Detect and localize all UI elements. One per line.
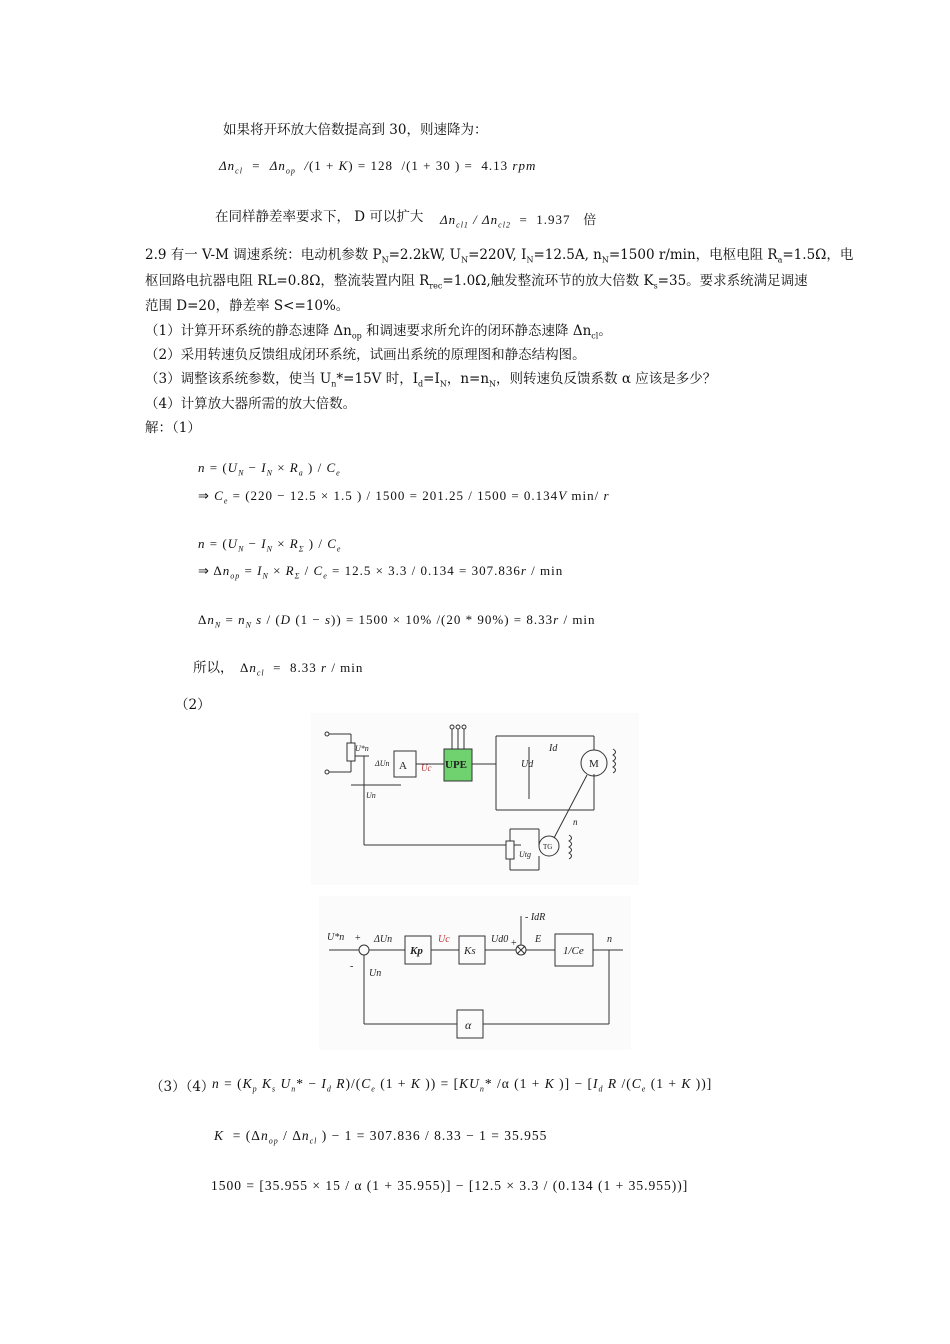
question-4: （4）计算放大器所需的放大倍数。 (145, 396, 357, 412)
problem-line-1: 2.9 有一 V-M 调速系统：电动机参数 $P_N=2.2kW$, $U_N=220V$, $I_N=12.5A$, $n_N=1500$ r/min，电枢电阻 $R_a=1.5\Omega$，电 (145, 247, 854, 265)
label-utg: Utg (519, 850, 531, 859)
label-delta-un: ΔUn (374, 934, 393, 945)
sum2-plus: + (511, 938, 517, 949)
question-2: （2）采用转速负反馈组成闭环系统，试画出系统的原理图和静态结构图。 (145, 347, 586, 363)
intro-line: 如果将开环放大倍数提高到 30，则速降为： (223, 122, 488, 138)
solution-label: 解：（1） (145, 420, 201, 436)
static-structure-diagram (319, 896, 631, 1050)
label-n: n (573, 817, 578, 827)
label-ud0: Ud0 (491, 934, 509, 945)
label-un: Un (369, 968, 382, 979)
eq-ce: ⇒ $C_e = (220 - 12.5 \times 1.5$ ) / 1500 = 201.25 / 1500 = 0.134V min/ r (198, 488, 610, 506)
label-un-star: U*n (327, 932, 345, 943)
motor-m: M (589, 758, 599, 770)
label-delta-un: ΔUn (375, 759, 390, 768)
block-1-ce: 1/Ce (563, 945, 584, 957)
problem-line-2: 枢回路电抗器电阻 RL=0.8Ω，整流装置内阻 $R_{rec}=1.0\Omega$,触发整流环节的放大倍数 $K_s=35$。要求系统满足调速 (145, 273, 808, 291)
eq-dnop: ⇒ $\Delta n_{op} = I_N \times R_\Sigma / C_e = 12.5 \times 3.3 / 0.134 = 307.836r / \min$ (198, 563, 564, 581)
eq-closed-loop-n: $n = (K_p$ $K_s$ $U_n* - I_d$ $R)/(C_e$ (1 + K )) = [$KU_n*$ /α (1 + K )] − [$I_d$ R $/(C_e$ (1 + K ))] (212, 1076, 713, 1094)
block-a: A (399, 760, 407, 772)
static-structure-svg (319, 896, 631, 1050)
block-upe: UPE (445, 759, 467, 771)
label-uc: Uc (421, 763, 432, 773)
block-kp: Kp (410, 945, 423, 957)
sum-minus: - (350, 961, 354, 972)
label-uc: Uc (438, 934, 450, 945)
eq-n-rsum: $n = (U_N - I_N \times R_\Sigma$ ) / $C_e$ (198, 536, 342, 554)
label-n: n (607, 934, 612, 945)
line-expand: 在同样静差率要求下， D 可以扩大 (215, 209, 424, 225)
eq-k-value: $K = (\Delta n_{op} / \Delta n_{cl}$ ) − 1 = 307.836 / 8.33 − 1 = 35.955 (214, 1128, 548, 1146)
principle-diagram (311, 713, 639, 885)
label-e: E (535, 934, 542, 945)
part-2-label: （2） (175, 697, 211, 713)
eq-ratio: $\Delta n_{cl1} / \Delta n_{cl2} = 1.937$ 倍 (440, 212, 598, 230)
eq-alpha-solve: 1500 = [35.955 × 15 / α (1 + 35.955)] − [12.5 × 3.3 / (0.134 (1 + 35.955))] (211, 1178, 689, 1193)
problem-line-3: 范围 D=20，静差率 S<=10%。 (145, 298, 350, 314)
principle-diagram-svg (311, 713, 639, 885)
part-34-label: （3）（4） (150, 1079, 215, 1095)
question-1: （1）计算开环系统的静态速降 $\Delta n_{op}$ 和调速要求所允许的闭环静态速降 $\Delta n_{cl}$。 (145, 323, 612, 341)
block-alpha: α (465, 1018, 472, 1032)
label-ud: Ud (521, 759, 534, 770)
question-3: （3）调整该系统参数，使当 $U_n*=15V$ 时，$I_d=I_N$，$n=n_N$，则转速负反馈系数 α 应该是多少？ (145, 371, 717, 389)
tachogenerator-tg: TG (543, 843, 553, 851)
so-label: 所以， (193, 660, 234, 676)
eq-dncl: $\Delta n_{cl} = 8.33$ r / min (240, 660, 364, 678)
eq-n-ra: $n = (U_N - I_N \times R_a$ ) / $C_e$ (198, 460, 341, 478)
label-idr: - IdR (525, 912, 546, 923)
label-id: Id (549, 743, 558, 754)
eq-speed-drop: $\Delta n_{cl} = \Delta n_{op}$ /(1 + K) = 128 /(1 + 30 ) = 4.13 rpm (219, 158, 537, 176)
sum-plus: + (355, 933, 361, 944)
label-un: Un (366, 791, 376, 800)
eq-dnn: $\Delta n_N = n_N$ s / (D (1 − s)) = 1500 × 10% /(20 * 90%) = 8.33r / min (198, 612, 596, 630)
block-ks: Ks (464, 945, 476, 957)
label-un-star: U*n (355, 744, 369, 753)
